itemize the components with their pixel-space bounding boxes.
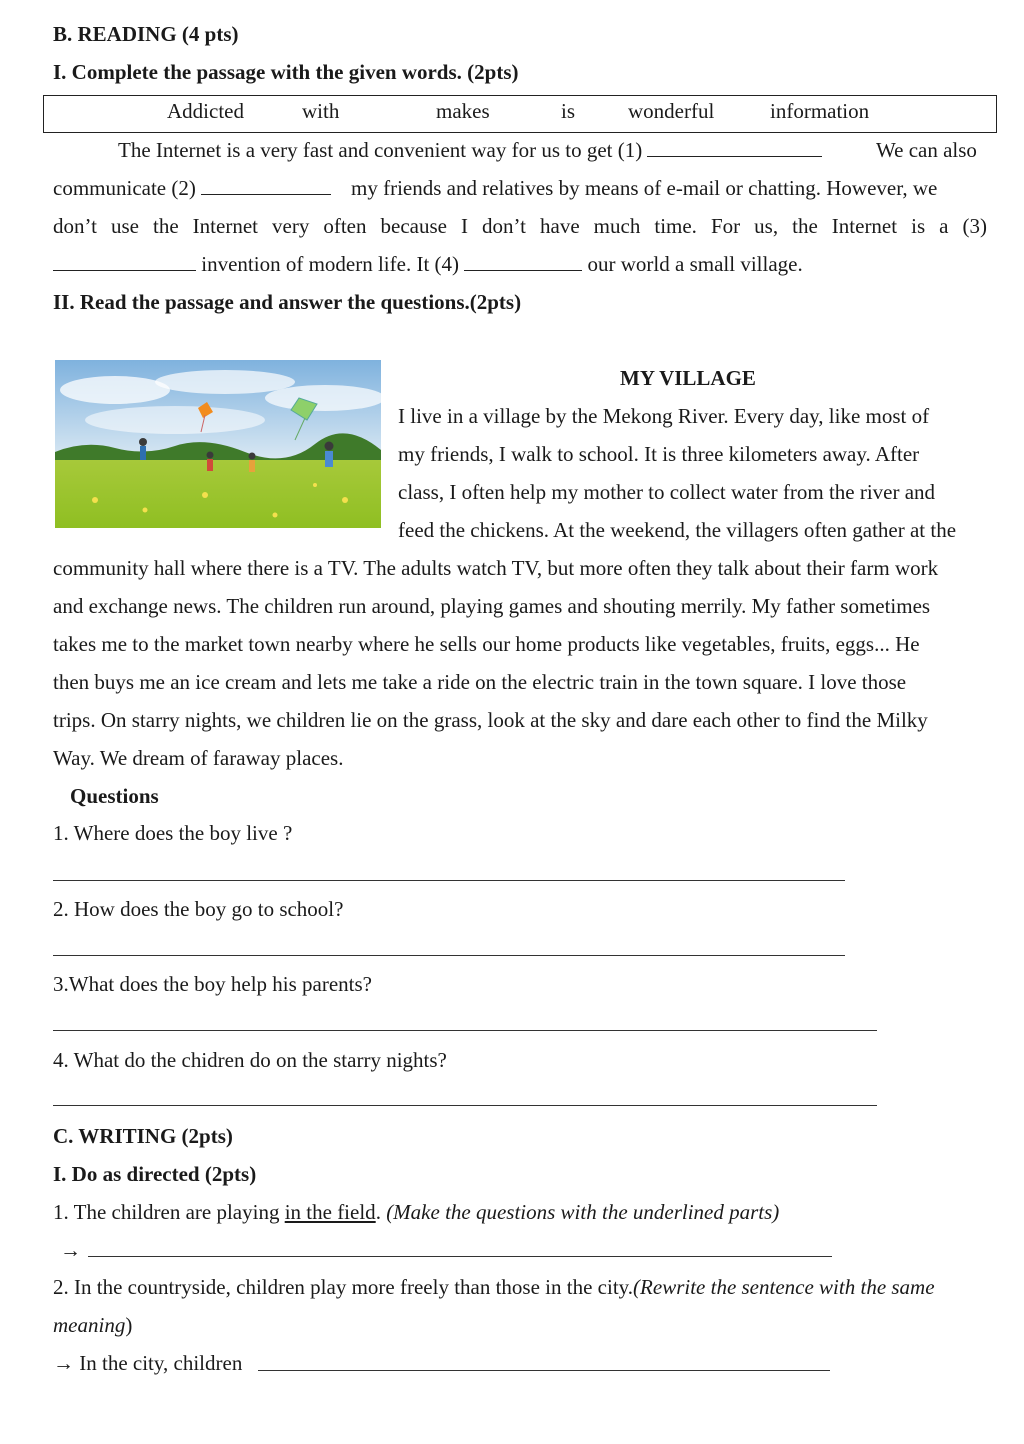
passage-text: feed the chickens. At the weekend, the villagers often gather at the — [398, 518, 957, 542]
passage-text: I live in a village by the Mekong River. Every day, like most of — [398, 404, 930, 428]
passage-line — [53, 176, 331, 201]
answer-line-writing-2[interactable] — [258, 1370, 830, 1371]
passage-line — [118, 138, 822, 163]
passage-text: trips. On starry nights, we children lie on the grass, look at the sky and dare each other to find the Milky — [53, 708, 928, 732]
answer-line-1[interactable] — [53, 880, 845, 881]
answer-blank-3[interactable] — [53, 269, 196, 271]
question-2: 2. How does the boy go to school? — [53, 897, 344, 921]
passage-text: then buys me an ice cream and lets me take a ride on the electric train in the town square. I love those — [53, 670, 907, 694]
passage-text: class, I often help my mother to collect water from the river and — [398, 480, 936, 504]
passage-line — [53, 252, 803, 277]
passage-text: my friends, I walk to school. It is three kilometers away. After — [398, 442, 920, 466]
writing-question-text: . — [375, 1200, 387, 1224]
part1-heading: I. Complete the passage with the given words. (2pts) — [53, 60, 519, 84]
part2-heading: II. Read the passage and answer the questions.(2pts) — [53, 290, 522, 314]
section-heading-reading: B. READING (4 pts) — [53, 22, 239, 46]
arrow-icon: → — [60, 1238, 81, 1262]
answer-line-2[interactable] — [53, 955, 845, 956]
passage-text: our world a small village. — [587, 252, 803, 276]
passage-text: don’t use the Internet very often because I don’t have much time. For us, the Internet is a (3) — [53, 214, 987, 238]
answer-blank-2[interactable] — [201, 193, 331, 195]
word-bank-item: information — [770, 99, 870, 123]
passage-text: my friends and relatives by means of e-mail or chatting. However, we — [351, 176, 938, 200]
answer-line-4[interactable] — [53, 1105, 877, 1106]
passage-text: We can also — [876, 138, 977, 162]
writing-instruction-close: ) — [125, 1313, 133, 1337]
answer-blank-4[interactable] — [464, 269, 582, 271]
passage-title: MY VILLAGE — [620, 366, 756, 390]
answer-line-writing-1[interactable] — [88, 1256, 832, 1257]
writing-question-1 — [53, 1200, 779, 1225]
word-bank-item: Addicted — [167, 99, 244, 123]
passage-text: takes me to the market town nearby where he sells our home products like vegetables, fruits, eggs... He — [53, 632, 920, 656]
answer-blank-1[interactable] — [647, 155, 822, 157]
question-4: 4. What do the chidren do on the starry nights? — [53, 1048, 447, 1072]
passage-text: and exchange news. The children run around, playing games and shouting merrily. My father sometimes — [53, 594, 931, 618]
passage-text: community hall where there is a TV. The adults watch TV, but more often they talk about their farm work — [53, 556, 939, 580]
writing-question-2 — [53, 1275, 935, 1300]
writing-instruction-cont — [53, 1313, 132, 1338]
word-bank-item: is — [561, 99, 576, 123]
section-heading-writing: C. WRITING (2pts) — [53, 1124, 233, 1148]
word-bank-item: with — [302, 99, 340, 123]
writing-question-text: 1. The children are playing — [53, 1200, 285, 1224]
writing-question-text: 2. In the countryside, children play more freely than those in the city. — [53, 1275, 634, 1299]
writing-instruction: (Make the questions with the underlined parts) — [386, 1200, 780, 1224]
writing-answer-prefix: → In the city, children — [53, 1351, 243, 1375]
word-bank-item: makes — [436, 99, 490, 123]
writing-instruction: (Rewrite the sentence with the same — [633, 1275, 935, 1299]
questions-heading: Questions — [70, 784, 159, 808]
question-3: 3.What does the boy help his parents? — [53, 972, 372, 996]
writing-instruction: meaning — [53, 1313, 126, 1337]
village-children-kites-image — [55, 360, 381, 528]
passage-text: communicate (2) — [53, 176, 196, 200]
word-bank — [43, 95, 997, 133]
question-1: 1. Where does the boy live ? — [53, 821, 293, 845]
writing-part1-heading: I. Do as directed (2pts) — [53, 1162, 257, 1186]
passage-text: The Internet is a very fast and convenient way for us to get (1) — [118, 138, 643, 162]
answer-line-3[interactable] — [53, 1030, 877, 1031]
word-bank-item: wonderful — [628, 99, 715, 123]
passage-text: invention of modern life. It (4) — [201, 252, 460, 276]
passage-text: Way. We dream of faraway places. — [53, 746, 344, 770]
underlined-phrase: in the field — [284, 1200, 376, 1224]
